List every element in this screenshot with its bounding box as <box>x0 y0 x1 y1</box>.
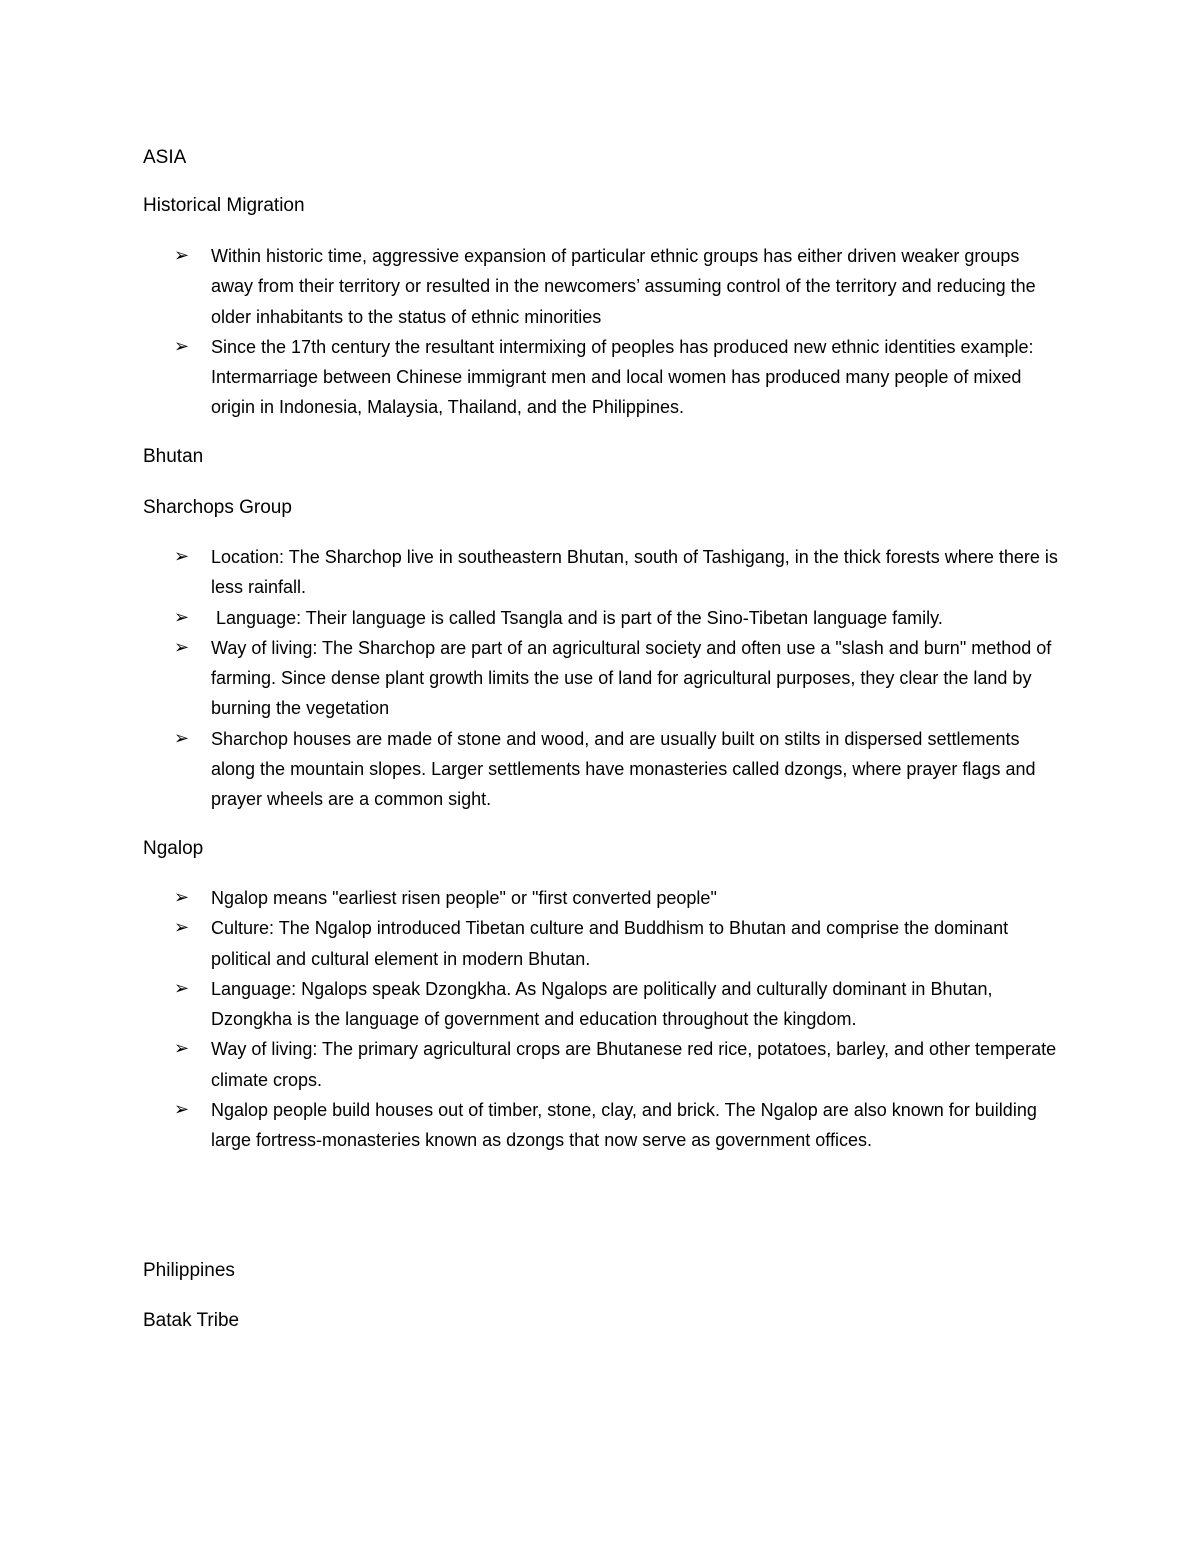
bullet-text: Ngalop means "earliest risen people" or "first converted people" <box>211 888 717 908</box>
arrow-bullet-icon: ➢ <box>174 1038 190 1060</box>
list-item <box>0 913 1061 974</box>
section-heading-historical-migration: Historical Migration <box>143 195 305 216</box>
historical-migration-list <box>0 241 1200 423</box>
list-item <box>0 542 1061 603</box>
arrow-bullet-icon: ➢ <box>174 245 190 266</box>
bullet-text: Language: Ngalops speak Dzongkha. As Ngalops are politically and culturally dominant in Bhutan, Dzongkha is the language of government and education throughout the kingdom. <box>211 978 993 1030</box>
list-item <box>0 1095 1061 1156</box>
bullet-text: Language: Their language is called Tsangla and is part of the Sino-Tibetan language family. <box>216 607 943 628</box>
section-heading-bhutan: Bhutan <box>143 446 204 467</box>
list-item <box>0 883 1061 913</box>
bullet-text: Way of living: The primary agricultural crops are Bhutanese red rice, potatoes, barley, and other temperate climate crops. <box>211 1039 1057 1090</box>
section-heading-sharchops-group: Sharchops Group <box>143 497 292 518</box>
arrow-bullet-icon: ➢ <box>174 977 190 999</box>
arrow-bullet-icon: ➢ <box>174 335 190 357</box>
section-heading-batak-tribe: Batak Tribe <box>143 1310 240 1331</box>
arrow-bullet-icon: ➢ <box>174 917 190 939</box>
ngalop-list <box>0 883 1200 1156</box>
list-item <box>0 974 1061 1035</box>
section-heading-philippines: Philippines <box>143 1260 235 1281</box>
list-item <box>0 724 1061 815</box>
list-item <box>0 603 1061 633</box>
arrow-bullet-icon: ➢ <box>174 1099 190 1121</box>
sharchops-list <box>0 542 1200 815</box>
bullet-text: Location: The Sharchop live in southeastern Bhutan, south of Tashigang, in the thick forests where there is less rainfall. <box>211 547 1058 598</box>
arrow-bullet-icon: ➢ <box>174 606 190 628</box>
bullet-text: Way of living: The Sharchop are part of an agricultural society and often use a "slash and burn" method of farming. Since dense plant growth limits the use of land for agricultural purposes, they clear the land by burning the vegetation <box>211 637 1052 719</box>
bullet-text: Ngalop people build houses out of timber, stone, clay, and brick. The Ngalop are also known for building large fortress-monasteries known as dzongs that now serve as government offices. <box>211 1100 1037 1151</box>
document-title: ASIA <box>143 147 187 168</box>
arrow-bullet-icon: ➢ <box>174 727 190 749</box>
list-item <box>0 241 1061 332</box>
list-item <box>0 1034 1061 1095</box>
bullet-text: Since the 17th century the resultant intermixing of peoples has produced new ethnic identities example: Intermarriage between Chinese immigrant men and local women has produced many people of mixed origin in Indonesia, Malaysia, Thailand, and the Philippines. <box>211 336 1034 418</box>
arrow-bullet-icon: ➢ <box>174 546 190 567</box>
bullet-text: Culture: The Ngalop introduced Tibetan culture and Buddhism to Bhutan and comprise the dominant political and cultural element in modern Bhutan. <box>211 918 1009 969</box>
arrow-bullet-icon: ➢ <box>174 636 190 658</box>
list-item <box>0 332 1061 423</box>
arrow-bullet-icon: ➢ <box>174 887 190 908</box>
list-item <box>0 633 1061 724</box>
bullet-text: Within historic time, aggressive expansion of particular ethnic groups has either driven weaker groups away from their territory or resulted in the newcomers’ assuming control of the territory and reducing the older inhabitants to the status of ethnic minorities <box>211 246 1036 327</box>
section-heading-ngalop: Ngalop <box>143 838 204 859</box>
bullet-text: Sharchop houses are made of stone and wood, and are usually built on stilts in dispersed settlements along the mountain slopes. Larger settlements have monasteries called dzongs, where prayer flags and prayer wheels are a common sight. <box>211 728 1036 810</box>
